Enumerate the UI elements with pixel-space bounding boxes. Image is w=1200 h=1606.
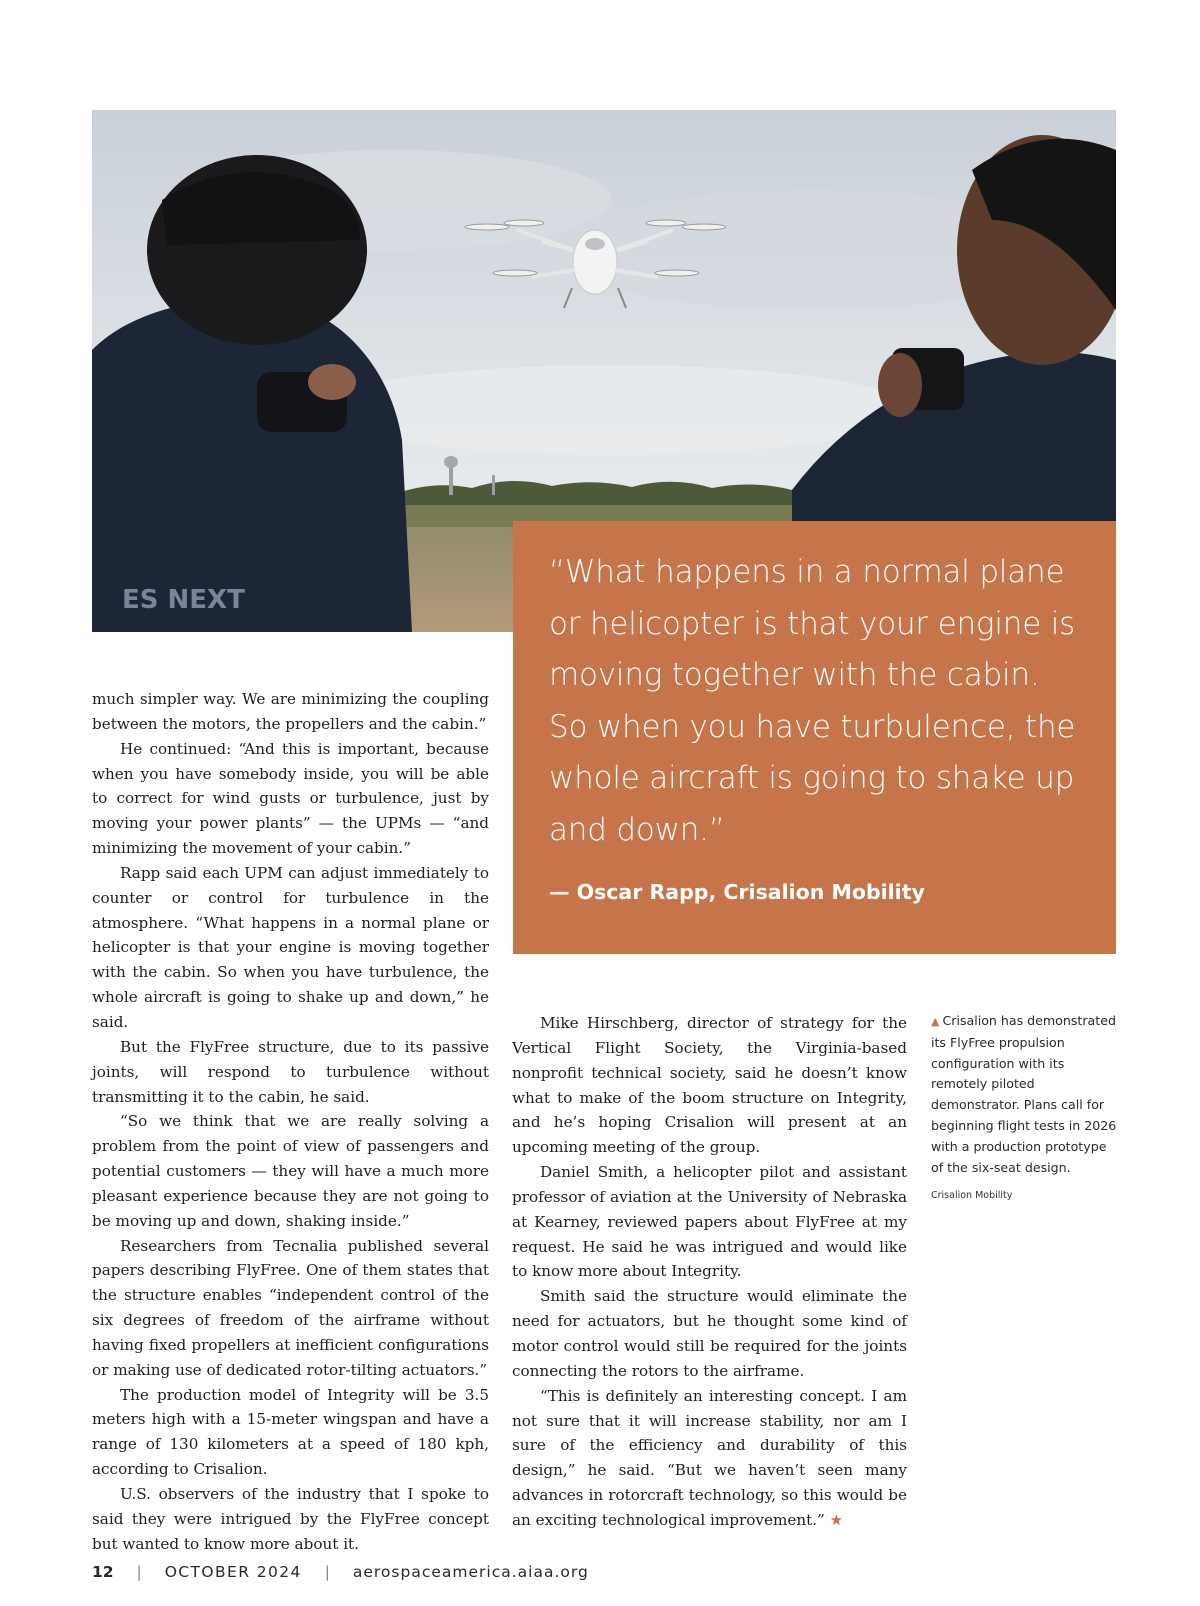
pull-quote — [513, 521, 1116, 954]
paragraph-text: “This is definitely an interesting concept. I am not sure that it will increase stability, nor am I sure of the efficiency and durability of this design,” he said. “But we haven’t seen many advances in rotorcraft technology, so this would be an exciting technological improvement.” — [512, 1386, 907, 1529]
photo-caption — [931, 1011, 1121, 1178]
paragraph: Daniel Smith, a helicopter pilot and assistant professor of aviation at the University of Nebraska at Kearney, reviewed papers about FlyFree at my request. He said he was intrigued and would like to know more about Integrity. — [512, 1163, 907, 1281]
footer-separator: | — [136, 1563, 142, 1581]
paragraph: Researchers from Tecnalia published several papers describing FlyFree. One of them states that the structure enables “independent control of the six degrees of freedom of the airframe without having fixed propellers at inefficient configurations or making use of dedicated rotor-tilting actuators.” — [92, 1236, 489, 1379]
paragraph: U.S. observers of the industry that I spoke to said they were intrigued by the FlyFree concept but wanted to know more about it. — [92, 1485, 489, 1553]
paragraph: much simpler way. We are minimizing the coupling between the motors, the propellers and the cabin.” — [92, 690, 489, 733]
pull-quote-text: “What happens in a normal plane or helicopter is that your engine is moving together with the cabin. So when you have turbulence, the whole aircraft is going to shake up and down.” — [549, 554, 1076, 848]
paragraph: Mike Hirschberg, director of strategy for the Vertical Flight Society, the Virginia-based nonprofit technical society, said he doesn’t know what to make of the boom structure on Integrity, and he’s hoping Crisalion will present at an upcoming meeting of the group. — [512, 1014, 907, 1157]
photo-credit: Crisalion Mobility — [931, 1190, 1013, 1201]
paragraph-final — [512, 1384, 907, 1533]
caption-text: Crisalion has demonstrated its FlyFree propulsion configuration with its remotely piloted demonstrator. Plans call for beginning flight tests in 2026 with a production prototype of the six-seat design. — [931, 1013, 1117, 1175]
paragraph: The production model of Integrity will be 3.5 meters high with a 15-meter wingspan and have a range of 130 kilometers at a speed of 180 kph, according to Crisalion. — [92, 1385, 489, 1479]
end-mark-star-icon: ★ — [829, 1510, 844, 1529]
issue-date: OCTOBER 2024 — [164, 1563, 302, 1581]
jacket-text: ES NEXT — [122, 585, 245, 615]
paragraph: He continued: “And this is important, because when you have somebody inside, you will be able to correct for wind gusts or turbulence, just by moving your power plants” — the UPMs — “and minimizing the movement of your cabin.” — [92, 739, 489, 858]
paragraph: Smith said the structure would eliminate the need for actuators, but he thought some kind of motor control would still be required for the joints connecting the rotors to the airframe. — [512, 1287, 907, 1380]
article-column-middle — [512, 1011, 907, 1533]
page-number: 12 — [92, 1563, 114, 1581]
paragraph: “So we think that we are really solving a problem from the point of view of passengers and potential customers — they will have a much more pleasant experience because they are not going to be moving up and down, shaking inside.” — [92, 1112, 489, 1230]
paragraph: But the FlyFree structure, due to its passive joints, will respond to turbulence without transmitting it to the cabin, he said. — [92, 1037, 489, 1106]
footer-separator: | — [324, 1563, 330, 1581]
page-footer — [92, 1563, 589, 1581]
article-column-left — [92, 687, 489, 1557]
caption-triangle-icon: ▲ — [931, 1015, 940, 1028]
pull-quote-attribution: — Oscar Rapp, Crisalion Mobility — [549, 880, 925, 904]
paragraph: Rapp said each UPM can adjust immediately to counter or control for turbulence in the atmosphere. “What happens in a normal plane or helicopter is that your engine is moving together with the cabin. So when you have turbulence, the whole aircraft is going to shake up and down,” he said. — [92, 863, 489, 1031]
website-link[interactable]: aerospaceamerica.aiaa.org — [352, 1563, 589, 1581]
